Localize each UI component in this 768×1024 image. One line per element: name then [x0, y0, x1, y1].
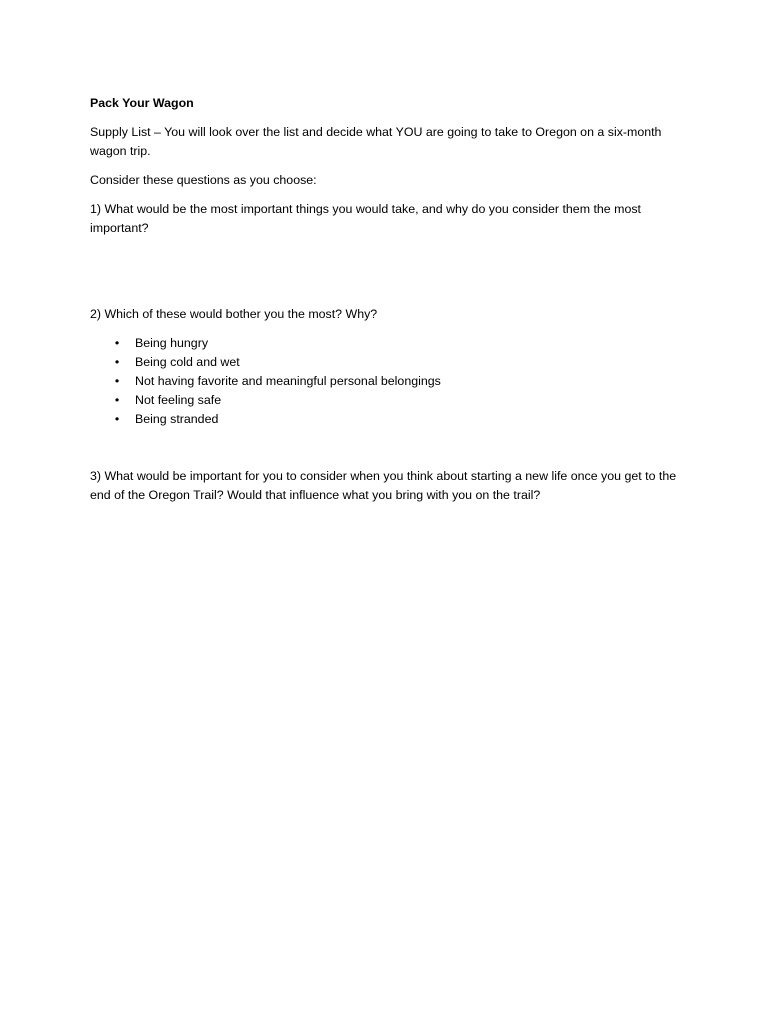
list-item [114, 334, 680, 353]
list-item-text: Not having favorite and meaningful personal belongings [135, 374, 441, 388]
list-item-text: Not feeling safe [135, 393, 222, 407]
question-2: 2) Which of these would bother you the most? Why? [90, 307, 378, 321]
question-1: 1) What would be the most important things you would take, and why do you consider them the most important? [90, 202, 641, 235]
list-item-text: Being stranded [135, 412, 219, 426]
question-3: 3) What would be important for you to consider when you think about starting a new life once you get to the end of the Oregon Trail? Would that influence what you bring with you on the trail? [90, 469, 677, 502]
list-item [114, 391, 680, 410]
bullet-icon: • [114, 412, 120, 426]
list-item [114, 410, 680, 429]
bullet-icon: • [114, 374, 120, 388]
list-item [114, 372, 680, 391]
list-item-text: Being cold and wet [135, 355, 240, 369]
bullet-icon: • [114, 355, 120, 369]
prompt-paragraph: Consider these questions as you choose: [90, 173, 317, 187]
bullet-icon: • [114, 336, 120, 350]
document-title: Pack Your Wagon [90, 96, 194, 110]
intro-paragraph: Supply List – You will look over the list and decide what YOU are going to take to Oregon on a six-month wagon trip. [90, 125, 662, 158]
list-item [114, 353, 680, 372]
list-item-text: Being hungry [135, 336, 209, 350]
document-body [90, 94, 680, 515]
bullet-icon: • [114, 393, 120, 407]
bullet-list [90, 334, 680, 429]
